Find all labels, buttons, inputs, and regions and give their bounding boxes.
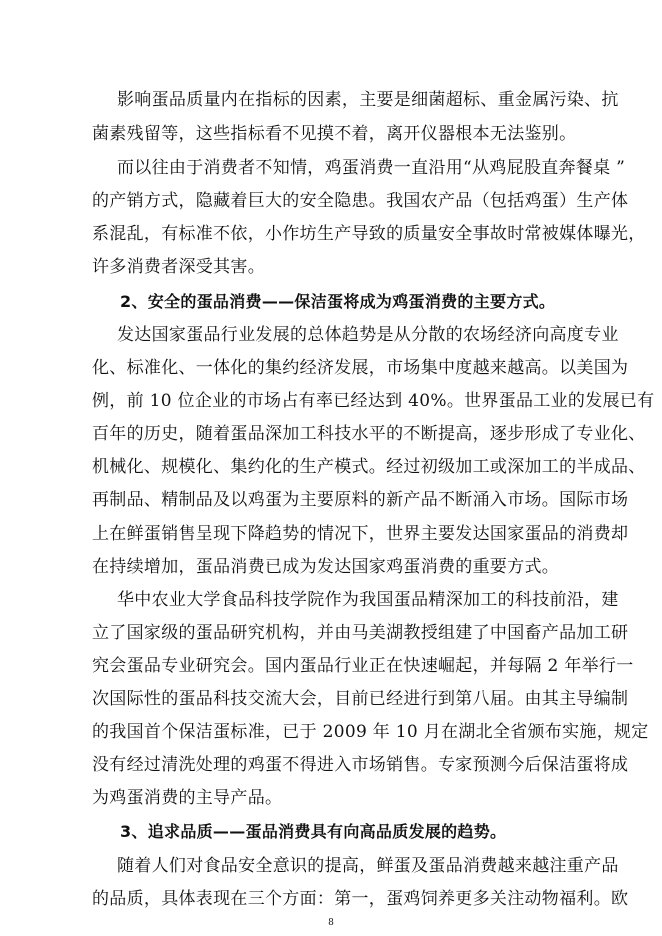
page-number: 8 [328,918,334,928]
text-line: 机械化、规模化、集约化的生产模式。经过初级加工或深加工的半成品、 [92,457,646,477]
text-line: 例，前 10 位企业的市场占有率已经达到 40%。世界蛋品工业的发展已有 [92,391,655,411]
text-line: 为鸡蛋消费的主导产品。 [92,788,283,808]
section-heading-2: 2、安全的蛋品消费——保洁蛋将成为鸡蛋消费的主要方式。 [120,292,556,311]
text-line: 次国际性的蛋品科技交流大会，目前已经进行到第八届。由其主导编制 [92,689,629,709]
text-line: 华中农业大学食品科技学院作为我国蛋品精深加工的科技前沿，建 [117,590,619,610]
text-line: 菌素残留等，这些指标看不见摸不着，离开仪器根本无法鉴别。 [92,124,577,144]
text-line: 的产销方式，隐藏着巨大的安全隐患。我国农产品（包括鸡蛋）生产体 [92,191,629,211]
text-line: 随着人们对食品安全意识的提高，鲜蛋及蛋品消费越来越注重产品 [117,856,619,876]
text-line: 立了国家级的蛋品研究机构，并由马美湖教授组建了中国畜产品加工研 [92,623,629,643]
section-heading-3: 3、追求品质——蛋品消费具有向高品质发展的趋势。 [120,822,507,841]
text-line: 发达国家蛋品行业发展的总体趋势是从分散的农场经济向高度专业 [117,325,619,345]
text-line: 在持续增加，蛋品消费已成为发达国家鸡蛋消费的重要方式。 [92,557,560,577]
text-line: 化、标准化、一体化的集约经济发展，市场集中度越来越高。以美国为 [92,358,629,378]
text-line: 究会蛋品专业研究会。国内蛋品行业正在快速崛起，并每隔 2 年举行一 [92,656,634,676]
text-line: 上在鲜蛋销售呈现下降趋势的情况下，世界主要发达国家蛋品的消费却 [92,524,629,544]
text-line: 没有经过清洗处理的鸡蛋不得进入市场销售。专家预测今后保洁蛋将成 [92,755,629,775]
text-line: 的我国首个保洁蛋标准，已于 2009 年 10 月在湖北全省颁布实施，规定 [92,722,649,742]
text-line: 许多消费者深受其害。 [92,257,265,277]
text-line: 的品质，具体表现在三个方面：第一，蛋鸡饲养更多关注动物福利。欧 [92,889,629,909]
text-line: 影响蛋品质量内在指标的因素，主要是细菌超标、重金属污染、抗 [117,90,619,110]
text-line: 系混乱，有标准不依，小作坊生产导致的质量安全事故时常被媒体曝光， [92,224,646,244]
text-line: 而以往由于消费者不知情，鸡蛋消费一直沿用“从鸡屁股直奔餐桌 ” [117,158,626,178]
text-line: 再制品、精制品及以鸡蛋为主要原料的新产品不断涌入市场。国际市场 [92,490,629,510]
text-line: 百年的历史，随着蛋品深加工科技水平的不断提高，逐步形成了专业化、 [92,424,646,444]
